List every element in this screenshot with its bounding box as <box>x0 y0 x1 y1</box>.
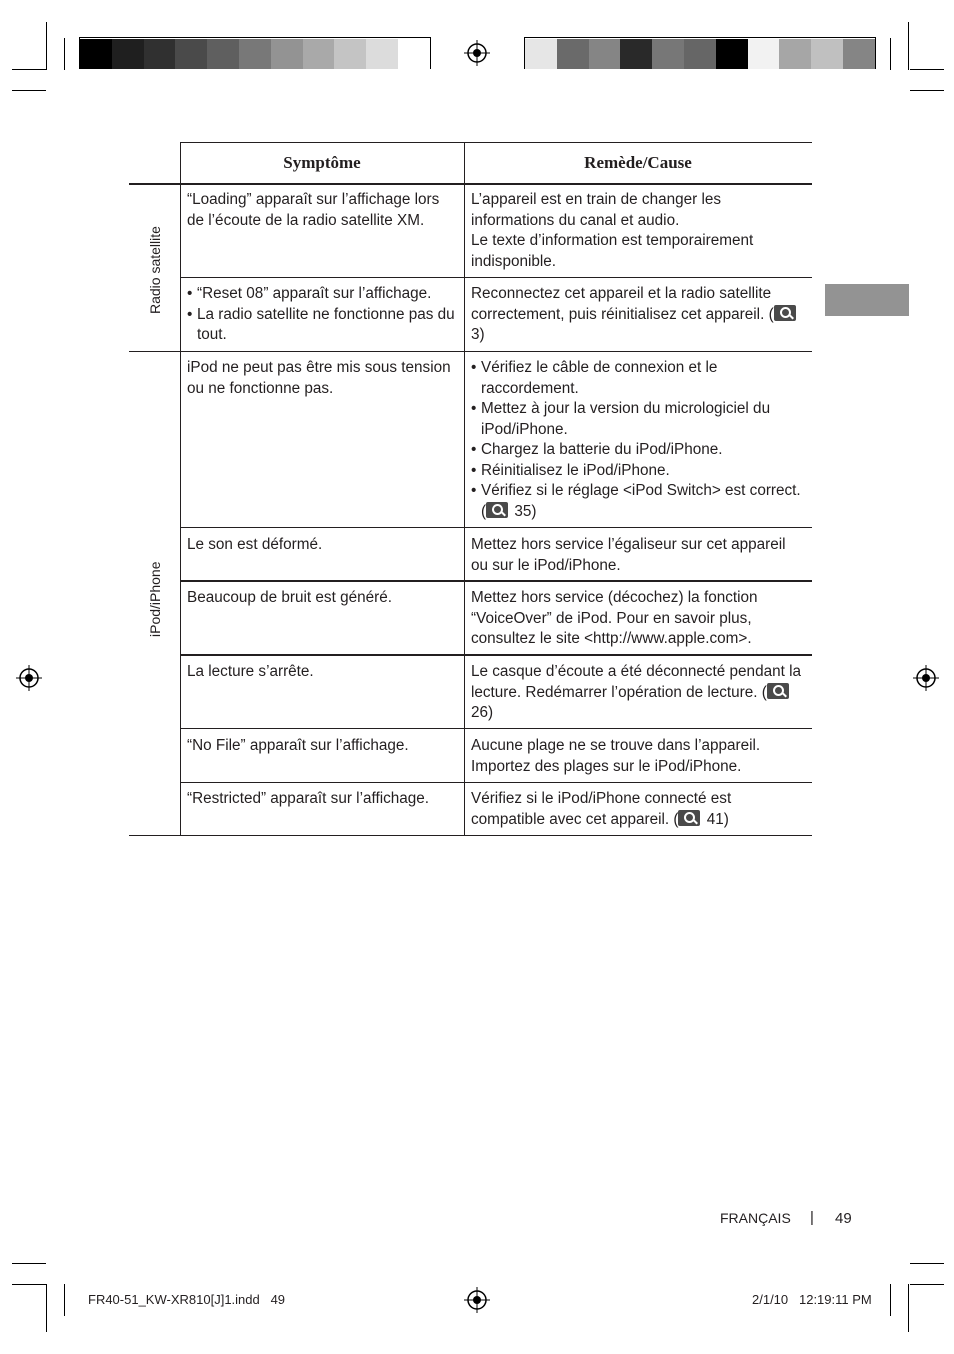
registration-mark-icon <box>464 1287 490 1313</box>
color-swatch <box>525 39 557 69</box>
table-row-symptom: Beaucoup de bruit est généré. <box>187 589 392 606</box>
color-swatch <box>207 39 239 69</box>
color-swatch <box>303 39 335 69</box>
color-swatch <box>684 39 716 69</box>
table-row-remedy: Mettez hors service (décochez) la fonction “VoiceOver” de iPod. Pour en savoir plus, consultez le site <http://www.apple.com>. <box>471 589 758 647</box>
page-number: 49 <box>835 1210 852 1227</box>
color-swatch <box>557 39 589 69</box>
section-label-radio-satellite: Radio satellite <box>147 226 163 314</box>
table-row-symptom <box>187 284 455 346</box>
table-row-symptom: iPod ne peut pas être mis sous tension ou ne fonctionne pas. <box>187 359 451 397</box>
color-swatch <box>779 39 811 69</box>
table-row-remedy: Mettez hors service l’égaliseur sur cet appareil ou sur le iPod/iPhone. <box>471 536 786 574</box>
color-swatch <box>843 39 875 69</box>
header-remedy: Remède/Cause <box>584 153 692 172</box>
list-item: • Vérifiez le câble de connexion et le raccordement. <box>471 358 806 399</box>
section-tab <box>825 284 909 316</box>
color-swatch <box>398 39 430 69</box>
file-name: FR40-51_KW-XR810[J]1.indd 49 <box>88 1292 286 1307</box>
header-symptom: Symptôme <box>283 153 361 172</box>
color-swatch <box>175 39 207 69</box>
print-timestamp: 2/1/10 12:19:11 PM <box>752 1292 872 1307</box>
color-swatch <box>716 39 748 69</box>
table-row-remedy: L’appareil est en train de changer les informations du canal et audio. Le texte d’information est temporairement indisponible. <box>471 191 754 270</box>
list-item: • La radio satellite ne fonctionne pas du tout. <box>187 305 455 346</box>
color-swatch <box>748 39 780 69</box>
list-item: • Chargez la batterie du iPod/iPhone. <box>471 440 806 461</box>
color-swatch <box>334 39 366 69</box>
list-item: • Vérifiez si le réglage <iPod Switch> est correct. ( 35) <box>471 481 806 522</box>
color-swatch <box>239 39 271 69</box>
magnifier-reference-icon <box>774 305 796 321</box>
section-label-ipod-iphone: iPod/iPhone <box>147 561 163 637</box>
color-swatch <box>366 39 398 69</box>
table-row-remedy <box>471 358 806 522</box>
magnifier-reference-icon <box>486 502 508 518</box>
magnifier-reference-icon <box>678 810 700 826</box>
list-item: • Mettez à jour la version du micrologiciel du iPod/iPhone. <box>471 399 806 440</box>
color-swatch <box>620 39 652 69</box>
footer-separator: | <box>810 1209 814 1226</box>
table-row-remedy: Aucune plage ne se trouve dans l’appareil. Importez des plages sur le iPod/iPhone. <box>471 737 761 775</box>
registration-mark-icon <box>913 665 939 691</box>
page-language: FRANÇAIS <box>720 1210 791 1226</box>
color-swatch <box>112 39 144 69</box>
table-row-symptom: “Loading” apparaît sur l’affichage lors de l’écoute de la radio satellite XM. <box>187 191 440 229</box>
list-item: • “Reset 08” apparaît sur l’affichage. <box>187 284 455 305</box>
registration-mark-icon <box>464 40 490 66</box>
color-swatch <box>811 39 843 69</box>
table-row-remedy: Vérifiez si le iPod/iPhone connecté est compatible avec cet appareil. ( 41) <box>471 790 732 828</box>
color-swatch <box>80 39 112 69</box>
table-row-symptom: Le son est déformé. <box>187 536 323 553</box>
registration-mark-icon <box>16 665 42 691</box>
list-item: • Réinitialisez le iPod/iPhone. <box>471 461 806 482</box>
table-row-remedy: Reconnectez cet appareil et la radio satellite correctement, puis réinitialisez cet appareil. ( 3) <box>471 284 806 346</box>
table-row-symptom: “Restricted” apparaît sur l’affichage. <box>187 790 430 807</box>
color-swatch <box>589 39 621 69</box>
table-row-remedy: Le casque d’écoute a été déconnecté pendant la lecture. Redémarrer l’opération de lecture. ( 26) <box>471 663 801 721</box>
table-row-symptom: “No File” apparaît sur l’affichage. <box>187 737 409 754</box>
color-swatch <box>271 39 303 69</box>
color-swatch <box>652 39 684 69</box>
color-swatch <box>144 39 176 69</box>
table-row-symptom: La lecture s’arrête. <box>187 663 314 680</box>
magnifier-reference-icon <box>767 683 789 699</box>
